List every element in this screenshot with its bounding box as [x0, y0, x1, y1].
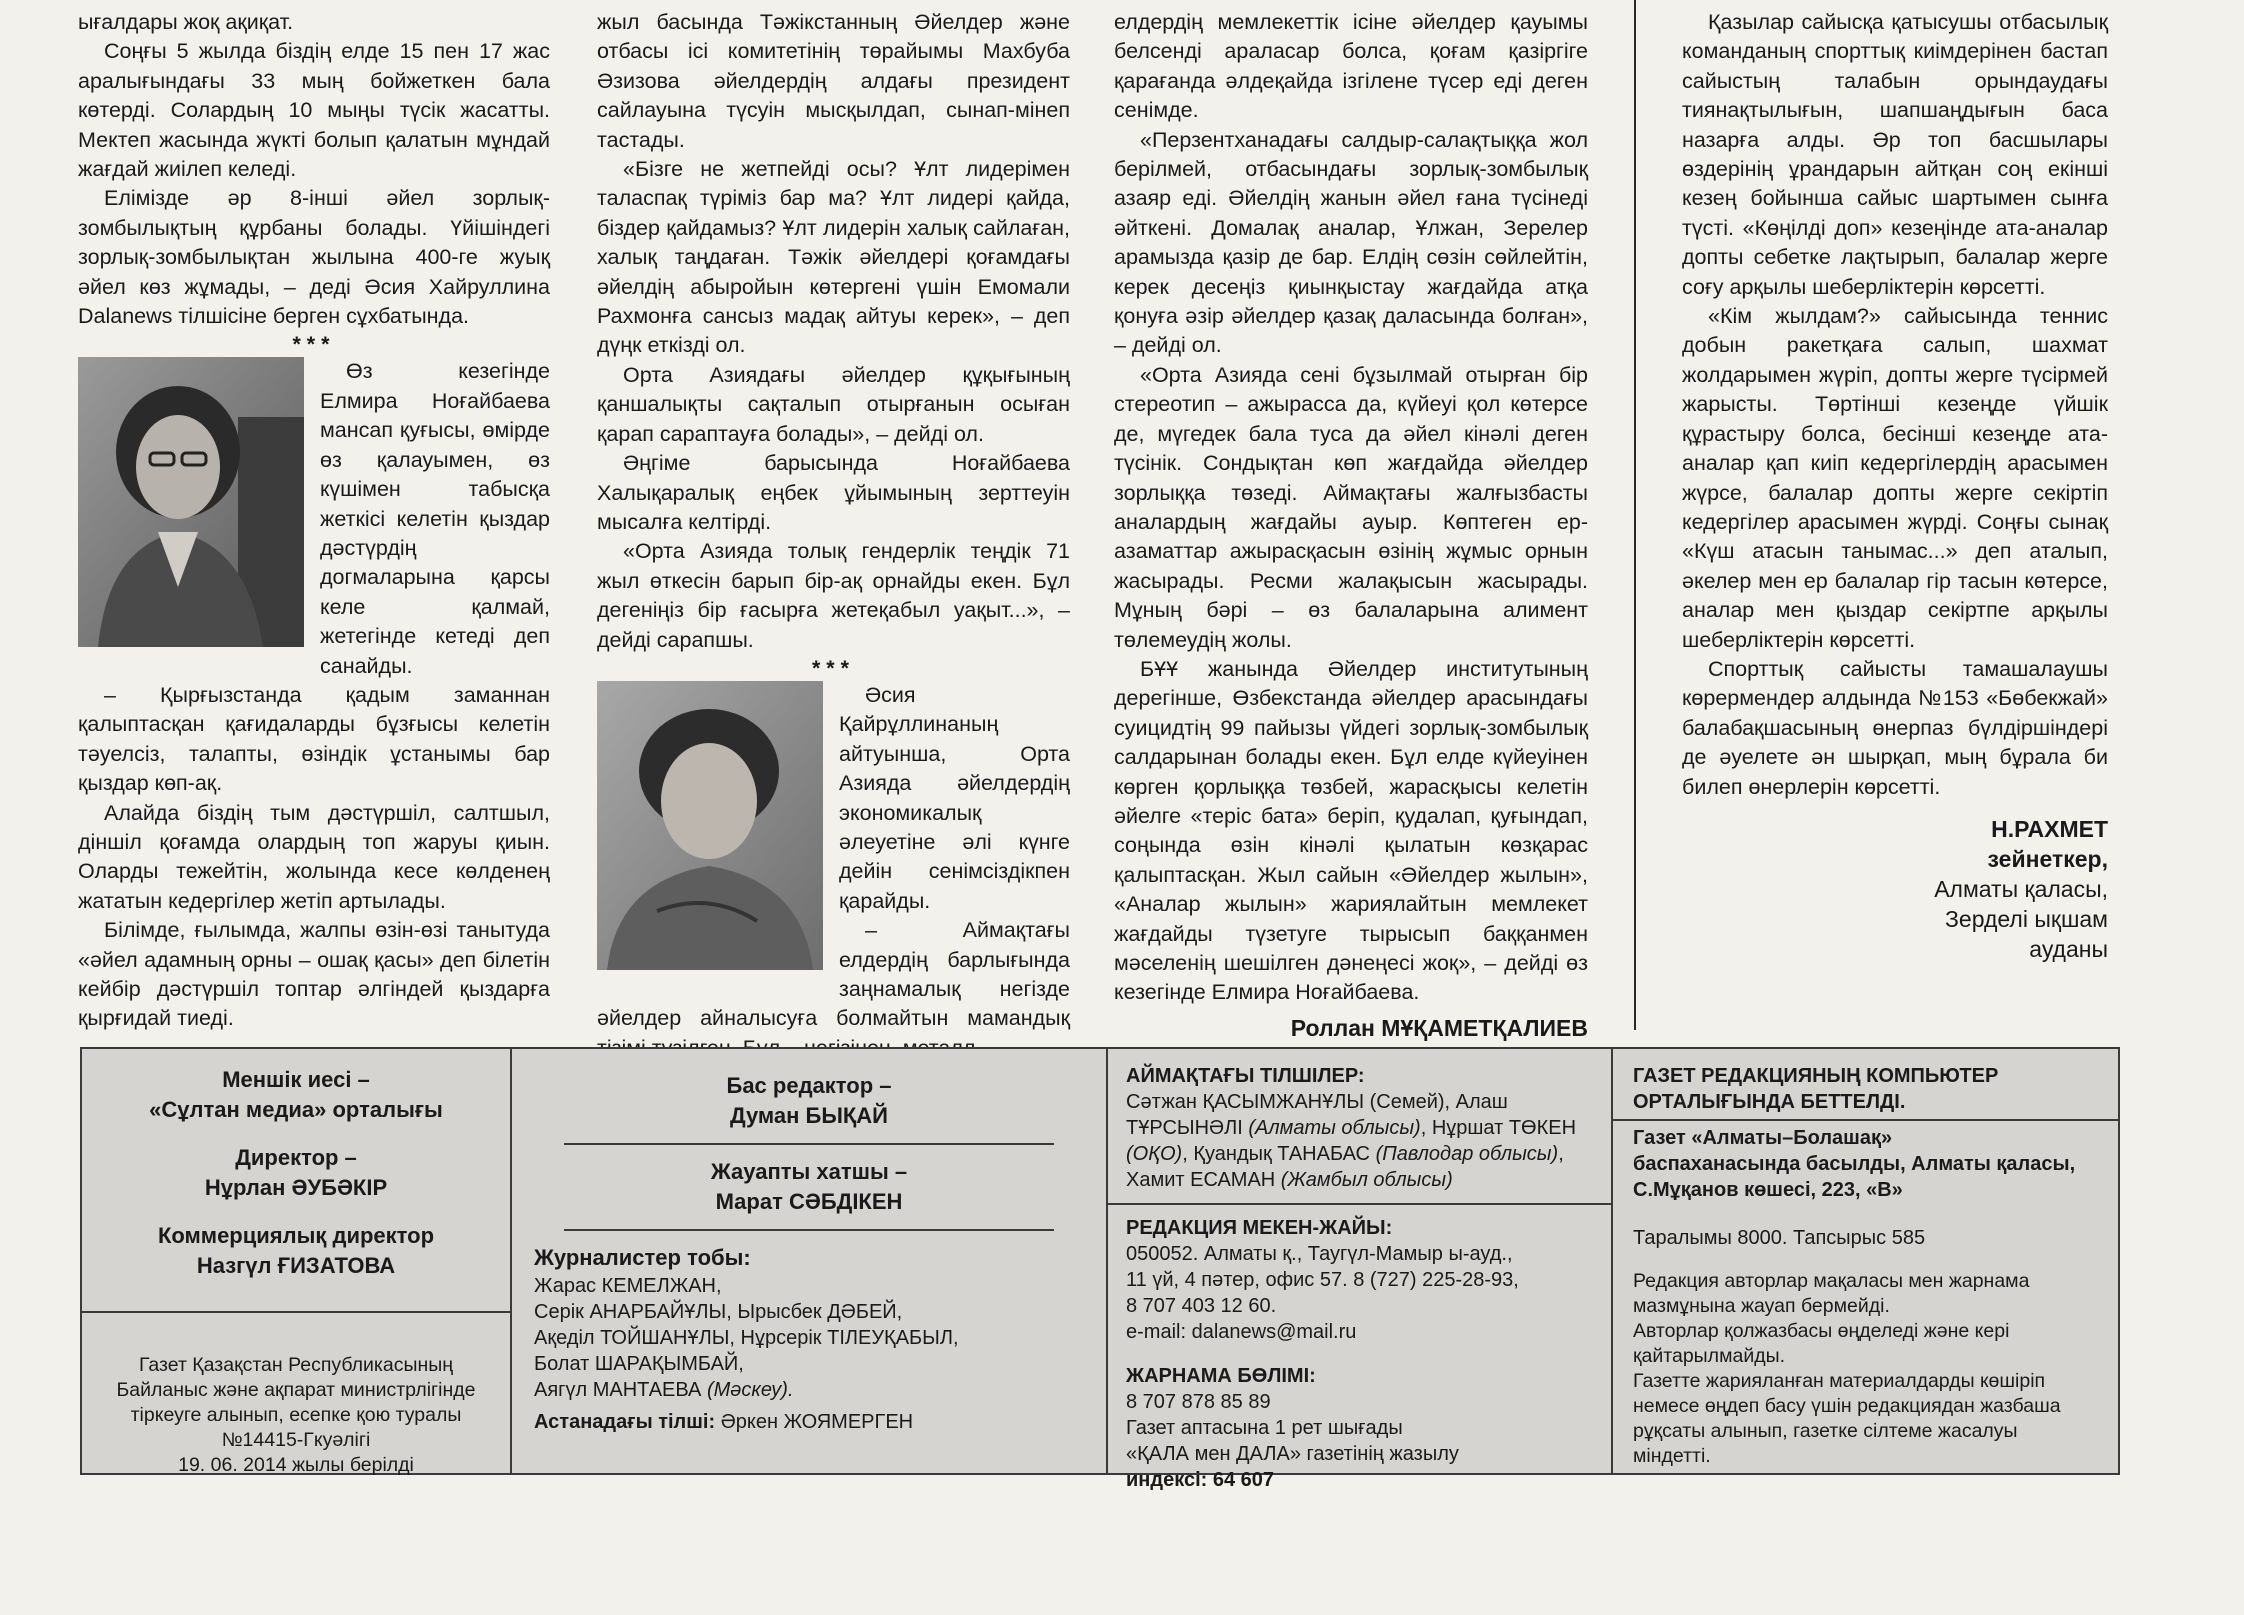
disclaimer: Редакция авторлар мақаласы мен жарнама мазмұнына жауап бермейді.	[1633, 1270, 2030, 1317]
signature-line: ауданы	[2029, 935, 2108, 962]
address-line: 11 үй, 4 пәтер, офис 57. 8 (727) 225-28-93,	[1126, 1269, 1519, 1291]
regional-line	[1126, 1115, 1595, 1141]
registration-line: Газет Қазақстан Республикасының	[138, 1354, 454, 1376]
signature-line: Зерделі ықшам	[1945, 905, 2108, 932]
paragraph: Қазылар сайысқа қатысушы отбасылық команданың спорттық киімдерінен бастап сайыстың талабын орындаудағы тиянақтылығын, шапшаңдығын баса назарға алды. Әр топ басшылары өздерінің ұрандарын айтқан соң екінші кезең бойынша сайыс шартымен сынға түсті. «Көңілді доп» кезеңінде ата-аналар допты себетке лақтырып, балалар жерге соғу арқылы шеберліктерін көрсетті.	[1682, 10, 2108, 299]
print-line: баспаханасында басылды, Алматы қаласы,	[1633, 1153, 2076, 1175]
ads-line: «ҚАЛА мен ДАЛА» газетінің жазылу	[1126, 1443, 1459, 1465]
email[interactable]: e-mail: dalanews@mail.ru	[1126, 1321, 1357, 1343]
paragraph: Әңгіме барысында Ноғайбаева Халықаралық еңбек ұйымының зерттеуін мысалға келтірді.	[597, 451, 1070, 534]
paragraph: «Орта Азияда сені бұзылмай отырған бір стереотип – ажырасса да, күйеуі қол көтерсе де, мүгедек бала туса да әйел кінәлі деген түсінік. Сондықтан көп жағдайда әйелдер зорлыққа төзеді. Аймақтағы жалғызбасты аналардың жағдайы ауыр. Көптеген ер-азаматтар ажырасқасын өзінің жұмыс орнын жасырады. Ресми жалақысын жасырады. Мұның бәрі – өз балаларына алимент төлемеудің жолы.	[1114, 362, 1588, 652]
paragraph: елдердің мемлекеттік ісіне әйелдер қауымы белсенді араласар болса, қоғам қазіргіге қарағанда әлдеқайда ізгілене түсер еді деген сенімде.	[1114, 10, 1588, 123]
signature-name: Н.РАХМЕТ	[1991, 815, 2108, 842]
owner-label: Меншік иесі –	[222, 1067, 370, 1092]
print-line: Газет «Алматы–Болашақ»	[1633, 1127, 1893, 1149]
secretary-name: Марат СӘБДІКЕН	[715, 1189, 903, 1214]
divider	[82, 1311, 510, 1313]
imprint-printing-column	[1613, 1049, 2118, 1473]
name: Хамит ЕСАМАН	[1126, 1169, 1281, 1191]
owner-name: «Сұлтан медиа» орталығы	[149, 1097, 443, 1122]
chief-editor-name: Думан БЫҚАЙ	[730, 1103, 888, 1128]
portrait-photo	[78, 357, 304, 647]
ads-line: Газет аптасына 1 рет шығады	[1126, 1417, 1403, 1439]
paragraph: БҰҰ жанында Әйелдер институтының дерегінше, Өзбекстанда әйелдер арасындағы суицидтің 99 пайызы үйдегі зорлық-зомбылық салдарынан болады екен. Бұл елде күйеуінен көрген қорлыққа төзбей, жарасқысы келетін әйелге «теріс бата» беріп, қудалап, қуғындап, соңында өзін кінәлі қылатын көзқарас қалыптасқан. Жыл сайын «Әйелдер жылын», «Аналар жылын» жариялайтын мемлекет жағдайды түзетуге тырысып баққанмен мәселенің шешілген дәнеңесі жоқ», – дейді өз кезегінде Елмира Ноғайбаева.	[1114, 656, 1588, 1005]
paragraph: Білімде, ғылымда, жалпы өзін-өзі танытуда «әйел адамның орны – ошақ қасы» деп білетін кейбір дәстүршіл топтар әлгіндей қыздарға қырғидай тиеді.	[78, 918, 550, 1031]
article-author: Роллан МҰҚАМЕТҚАЛИЕВ	[1290, 1014, 1588, 1041]
journalists-label: Журналистер тобы:	[534, 1245, 751, 1270]
circulation: Таралымы 8000. Тапсырыс 585	[1633, 1227, 1926, 1249]
regional-line	[1126, 1141, 1595, 1167]
paragraph: Өз кезегінде Елмира Ноғайбаева мансап қуғысы, өмірде өз қалауымен, өз күшімен табысқа жеткісі келетін қыздар дәстүрдің догмаларына қарсы келе қалмай, жетегінде кетеді деп санайды.	[320, 359, 550, 678]
paragraph: «Орта Азияда толық гендерлік теңдік 71 жыл өткесін барып бір-ақ орнайды екен. Бұл дегеніңіз бір ғасырға жетеқабыл уақыт...», – дейді сарапшы.	[597, 539, 1070, 652]
director-label: Директор –	[235, 1145, 357, 1170]
astana-name: Әркен ЖОЯМЕРГЕН	[715, 1411, 914, 1433]
regional-line	[1126, 1167, 1595, 1193]
name: , Нұршат ТӨКЕН	[1420, 1117, 1577, 1139]
name: ТҰРСЫНӘЛІ	[1126, 1117, 1249, 1139]
imprint-editors-column	[512, 1049, 1108, 1473]
chief-editor-label: Бас редактор –	[726, 1073, 892, 1098]
imprint-box	[80, 1047, 2120, 1491]
address-label: РЕДАКЦИЯ МЕКЕН-ЖАЙЫ:	[1126, 1217, 1393, 1239]
paragraph: ығалдары жоқ ақиқат.	[78, 10, 294, 34]
registration-line: тіркеуге алынып, есепке қою туралы	[130, 1404, 462, 1426]
paragraph: Алайда біздің тым дәстүршіл, салтшыл, діншіл қоғамда олардың топ жаруы қиын. Оларды тежейтін, жолында кесе көлденең жататын кедергілер жетіп артылады.	[78, 800, 550, 913]
paragraph: жыл басында Тәжікстанның Әйелдер және отбасы ісі комитетінің төрайымы Махбуба Әзизова әйелдердің алдағы президент сайлауына түсуін мысқылдап, сынап-мінеп тастады.	[597, 10, 1070, 152]
paragraph: Орта Азиядағы әйелдер құқығының қаншалықты сақталып отырғанын осыған қарап сараптауға болады», – дейді ол.	[597, 362, 1070, 446]
astana-correspondent	[534, 1409, 1106, 1435]
divider	[564, 1143, 1054, 1145]
journalist-name: Аягүл МАНТАЕВА	[534, 1379, 707, 1401]
section-separator: ***	[292, 332, 336, 357]
address-line: 050052. Алматы қ., Таугүл-Мамыр ы-ауд.,	[1126, 1243, 1513, 1265]
journalist-location: (Мәскеу).	[706, 1379, 794, 1401]
paragraph: «Перзентханадағы салдыр-салақтыққа жол берілмей, отбасындағы зорлық-зомбылық азаяр еді. Әйелдің жанын әйел ғана түсінеді әйткені. Домалақ аналар, Ұлжан, Зерелер арамызда қазір де бар. Елдің сөзін сөйлейтін, керек десеңіз қиынқыстау жағдайда атқа қонуға әзір әйелдер қазақ даласында болған», – дейді ол.	[1114, 127, 1588, 358]
paragraph: Спорттық сайысты тамашалаушы көрермендер алдында №153 «Бөбекжай» балабақшасының өнерпаз бүлдіршіндері де әуелете ән шырқап, мың бұрала би билеп өнерлерін көрсетті.	[1682, 656, 2108, 799]
photo-elmira-nogaibaeva	[78, 357, 304, 655]
ads-label: ЖАРНАМА БӨЛІМІ:	[1126, 1365, 1316, 1387]
disclaimer: Авторлар қолжазбасы өңделеді және кері қайтарылмайды.	[1633, 1320, 2010, 1367]
regional-label: АЙМАҚТАҒЫ ТІЛШІЛЕР:	[1126, 1065, 1365, 1087]
director-name: Нұрлан ӘУБӘКІР	[204, 1175, 388, 1200]
registration-line: Байланыс және ақпарат министрлігінде	[116, 1379, 476, 1401]
print-line: ОРТАЛЫҒЫНДА БЕТТЕЛДІ.	[1633, 1091, 1906, 1113]
region: (Жамбыл облысы)	[1280, 1169, 1453, 1191]
journalist-line: Ақеділ ТОЙШАНҰЛЫ, Нұрсерік ТІЛЕУҚАБЫЛ,	[534, 1327, 959, 1349]
registration-info	[82, 1353, 510, 1478]
column-divider	[1634, 0, 1636, 1030]
commercial-director-name: Назгүл ҒИЗАТОВА	[196, 1253, 396, 1278]
article-column-1	[78, 8, 550, 1034]
registration-line: №14415-Гкуәлігі	[221, 1429, 371, 1451]
journalist-line: Болат ШАРАҚЫМБАЙ,	[534, 1353, 744, 1375]
paragraph: – Қырғызстанда қадым заманнан қалыптасқан қағидаларды бұзғысы келетін тәуелсіз, талапты, өзіндік ұстанымы бар қыздар көп-ақ.	[78, 682, 550, 796]
regional-line: Сәтжан ҚАСЫМЖАНҰЛЫ (Семей), Алаш	[1126, 1091, 1508, 1113]
paragraph: «Бізге не жетпейді осы? Ұлт лидерімен таласпақ түріміз бар ма? Ұлт лидері қайда, біздер қайдамыз? Ұлт лидерін халық сайлаған, халық таңдаған. Тәжік әйелдері қоғамдағы әйелдің абыройын көтергені үшін Емомали Рахмонға сансыз мадақ айтуы керек», – деп дүңк еткізді ол.	[597, 157, 1070, 358]
punct: ,	[1558, 1143, 1564, 1165]
journalist-line	[534, 1377, 1106, 1403]
paragraph: Соңғы 5 жылда біздің елде 15 пен 17 жас аралығындағы 33 мың бойжеткен бала көтерді. Солардың 10 мыңы түсік жасатты. Мектеп жасында жүкті болып қалатын мұндай жағдай жиілеп келеді.	[78, 39, 550, 182]
region: (Павлодар облысы)	[1375, 1143, 1559, 1165]
journalist-line: Серік АНАРБАЙҰЛЫ, Ырысбек ДӘБЕЙ,	[534, 1301, 903, 1323]
signature-line: зейнеткер,	[1987, 845, 2108, 872]
divider	[564, 1229, 1054, 1231]
registration-line: 19. 06. 2014 жылы берілді	[178, 1454, 414, 1476]
region: (ОҚО)	[1126, 1143, 1183, 1165]
subscription-index: индексі: 64 607	[1126, 1469, 1275, 1491]
portrait-photo	[597, 681, 823, 970]
astana-label: Астанадағы тілші:	[534, 1411, 716, 1433]
article-column-4	[1682, 8, 2108, 964]
article-column-2	[597, 8, 1070, 1063]
signature-line: Алматы қаласы,	[1934, 875, 2108, 902]
photo-asia-khairullina	[597, 681, 823, 978]
address-line: 8 707 403 12 60.	[1126, 1295, 1277, 1317]
print-line: С.Мұқанов көшесі, 223, «В»	[1633, 1179, 1903, 1201]
secretary-label: Жауапты хатшы –	[710, 1159, 908, 1184]
region: (Алматы облысы)	[1248, 1117, 1421, 1139]
disclaimer: Газетте жарияланған материалдарды көшіріп немесе өңдеп басу үшін редакциядан жазбаша рұқсаты алынып, газетке сілтеме жасалуы міндетті.	[1633, 1370, 2061, 1467]
paragraph: – Аймақтағы елдердің барлығында заңнамалық негізде әйелдер айналысуға болмайтын мамандық	[597, 918, 1070, 1031]
imprint-contacts-column	[1108, 1049, 1613, 1491]
journalist-line: Жарас КЕМЕЛЖАН,	[534, 1275, 722, 1297]
paragraph: Әсия Қайрұллинаның айтуынша, Орта Азияда әйелдердің экономикалық әлеуетіне әлі күнге дейін сенімсіздікпен қарайды.	[839, 682, 1070, 913]
ads-phone: 8 707 878 85 89	[1126, 1391, 1271, 1413]
paragraph: Елімізде әр 8-інші әйел зорлық-зомбылықтың құрбаны болады. Үйішіндегі зорлық-зомбылықтан жылына 400-ге жуық әйел көз жұмады, – деді Әсия Хайруллина Dalanews тілшісіне берген сұхбатында.	[78, 186, 550, 329]
paragraph: «Кім жылдам?» сайысында теннис добын ракетқаға салып, шахмат жолдарымен жүріп, допты жерге түсірмей жарысты. Төртінші кезеңде үйшік құрастыру болса, бесінші кезеңде ата-аналар қап киіп кедергілердің арасымен жүрсе, балалар допты жерге секіртіп кедергілер арасымен жүрді. Соңғы сынақ «Күш атасын танымас...» деп аталып, әкелер мен ер балалар гір тасын көтерсе, аналар мен қыздар секіртпе арқылы шеберліктерін көрсетті.	[1682, 304, 2108, 652]
print-line: ГАЗЕТ РЕДАКЦИЯНЫҢ КОМПЬЮТЕР	[1633, 1065, 1999, 1087]
name: , Қуандық ТАНАБАС	[1182, 1143, 1376, 1165]
section-separator: ***	[811, 655, 856, 680]
commercial-director-label: Коммерциялық директор	[157, 1223, 435, 1248]
imprint-owner-column	[82, 1049, 512, 1476]
article-column-3	[1114, 8, 1588, 1043]
